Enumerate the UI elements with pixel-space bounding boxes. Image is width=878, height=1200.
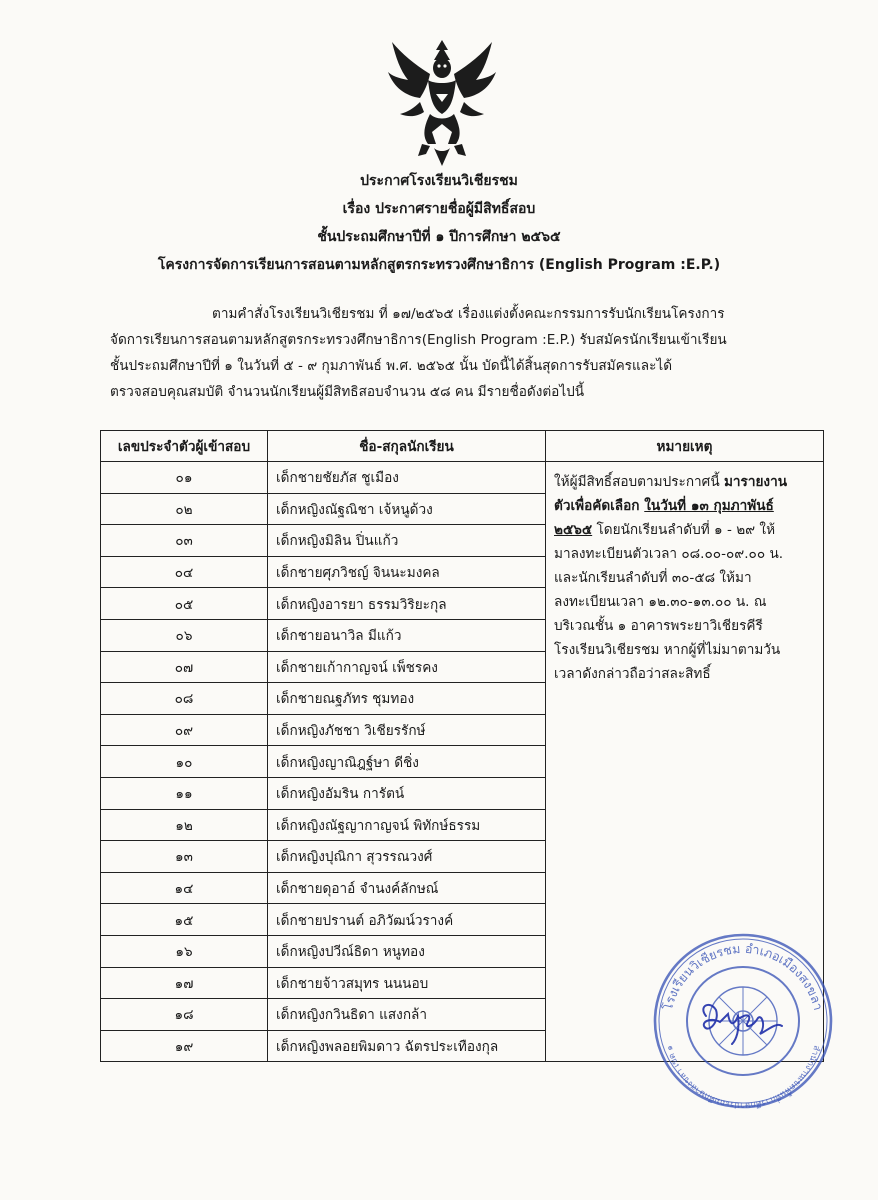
- grade-year-line: ชั้นประถมศึกษาปีที่ ๑ ปีการศึกษา ๒๕๖๕: [317, 229, 561, 245]
- seal-text-top: โรงเรียนวิเชียรชม อำเภอเมืองสงขลา: [659, 940, 827, 1012]
- student-name-cell: เด็กชายดุอาอ์ จำนงค์ลักษณ์: [268, 872, 546, 904]
- student-name-cell: เด็กชายศุภวิชญ์ จินนะมงคล: [268, 556, 546, 588]
- exam-id-cell: ๑๑: [101, 777, 268, 809]
- col-header-student-name: ชื่อ-สกุลนักเรียน: [268, 431, 546, 462]
- program-line: โครงการจัดการเรียนการสอนตามหลักสูตรกระทรวงศึกษาธิการ (English Program :E.P.): [157, 257, 721, 273]
- exam-id-cell: ๑๙: [101, 1030, 268, 1062]
- table-row: [101, 462, 824, 494]
- exam-id-cell: ๑๓: [101, 841, 268, 873]
- exam-id-cell: ๐๓: [101, 525, 268, 557]
- student-name-cell: เด็กชายปรานต์ อภิวัฒน์วรางค์: [268, 904, 546, 936]
- remark-line-7: บริเวณชั้น ๑ อาคารพระยาวิเชียรคีรี: [554, 618, 763, 634]
- student-name-cell: เด็กหญิงพลอยพิมดาว ฉัตรประเทืองกุล: [268, 1030, 546, 1062]
- remark-line-2a: ตัวเพื่อคัดเลือก: [554, 498, 645, 514]
- remark-line-1a: ให้ผู้มีสิทธิ์สอบตามประกาศนี้: [554, 474, 724, 490]
- table-header-row: [101, 431, 824, 462]
- exam-id-cell: ๐๔: [101, 556, 268, 588]
- student-name-cell: เด็กหญิงปวีณ์ธิดา หนูทอง: [268, 935, 546, 967]
- announcement-title: ประกาศโรงเรียนวิเชียรชม: [360, 173, 518, 189]
- remark-line-2b: ในวันที่ ๑๓ กุมภาพันธ์: [644, 498, 774, 514]
- student-name-cell: เด็กชายจ้าวสมุทร นนนอบ: [268, 967, 546, 999]
- exam-id-cell: ๑๔: [101, 872, 268, 904]
- remark-line-1b: มารายงาน: [723, 474, 787, 490]
- student-name-cell: เด็กหญิงมิลิน ปิ่นแก้ว: [268, 525, 546, 557]
- body-line-1: ตามคำสั่งโรงเรียนวิเชียรชม ที่ ๑๗/๒๕๖๕ เรื่องแต่งตั้งคณะกรรมการรับนักเรียนโครงการ: [212, 306, 725, 322]
- exam-id-cell: ๑๕: [101, 904, 268, 936]
- exam-id-cell: ๑๐: [101, 746, 268, 778]
- seal-text-bottom: สำนักงานเขตพื้นที่การศึกษาประถมศึกษาสงขลา เขต ๑: [664, 1044, 822, 1111]
- student-name-cell: เด็กหญิงกวินธิดา แสงกล้า: [268, 999, 546, 1031]
- exam-id-cell: ๑๒: [101, 809, 268, 841]
- remark-line-2: [554, 494, 817, 518]
- remark-line-5: และนักเรียนลำดับที่ ๓๐-๕๘ ให้มา: [554, 570, 752, 586]
- student-name-cell: เด็กหญิงณัฐญากาญจน์ พิทักษ์ธรรม: [268, 809, 546, 841]
- exam-id-cell: ๑๗: [101, 967, 268, 999]
- body-line-4: ตรวจสอบคุณสมบัติ จำนวนนักเรียนผู้มีสิทธิสอบจำนวน ๕๘ คน มีรายชื่อดังต่อไปนี้: [110, 384, 585, 400]
- student-name-cell: เด็กหญิงอัมริน การัตน์: [268, 777, 546, 809]
- exam-id-cell: ๐๘: [101, 683, 268, 715]
- exam-id-cell: ๐๙: [101, 714, 268, 746]
- garuda-emblem-icon: [384, 36, 500, 168]
- school-seal-stamp: [648, 930, 838, 1112]
- student-name-cell: เด็กหญิงณัฐณิชา เจ้หนูด้วง: [268, 493, 546, 525]
- exam-id-cell: ๐๖: [101, 619, 268, 651]
- exam-id-cell: ๐๑: [101, 462, 268, 494]
- student-name-cell: เด็กหญิงภัชชา วิเชียรรักษ์: [268, 714, 546, 746]
- body-line-3: ชั้นประถมศึกษาปีที่ ๑ ในวันที่ ๕ - ๙ กุมภาพันธ์ พ.ศ. ๒๕๖๕ นั้น บัดนี้ได้สิ้นสุดการรับสมัครและได้: [110, 358, 673, 374]
- student-name-cell: เด็กหญิงปุณิกา สุวรรณวงศ์: [268, 841, 546, 873]
- student-name-cell: เด็กชายชัยภัส ชูเมือง: [268, 462, 546, 494]
- col-header-exam-id: เลขประจำตัวผู้เข้าสอบ: [101, 431, 268, 462]
- student-name-cell: เด็กชายอนาวิล มีแก้ว: [268, 619, 546, 651]
- remark-line-9: เวลาดังกล่าวถือว่าสละสิทธิ์: [554, 666, 711, 682]
- remark-line-1: [554, 470, 817, 494]
- remark-line-3a: ๒๕๖๕: [554, 522, 593, 538]
- exam-id-cell: ๑๖: [101, 935, 268, 967]
- student-name-cell: เด็กหญิงญาณิฎฐ์ษา ดีชิ่ง: [268, 746, 546, 778]
- remark-line-6: ลงทะเบียนเวลา ๑๒.๓๐-๑๓.๐๐ น. ณ: [554, 594, 767, 610]
- student-name-cell: เด็กหญิงอารยา ธรรมวิริยะกุล: [268, 588, 546, 620]
- remark-line-3: [554, 518, 817, 542]
- col-header-remark: หมายเหตุ: [546, 431, 824, 462]
- exam-id-cell: ๑๘: [101, 999, 268, 1031]
- student-name-cell: เด็กชายณฐภัทร ชุมทอง: [268, 683, 546, 715]
- exam-id-cell: ๐๒: [101, 493, 268, 525]
- student-name-cell: เด็กชายเก้ากาญจน์ เพ็ชรคง: [268, 651, 546, 683]
- remark-line-3b: โดยนักเรียนลำดับที่ ๑ - ๒๙ ให้: [592, 522, 776, 538]
- announcement-subject: เรื่อง ประกาศรายชื่อผู้มีสิทธิ์สอบ: [342, 201, 536, 217]
- exam-id-cell: ๐๗: [101, 651, 268, 683]
- remark-line-4: มาลงทะเบียนตัวเวลา ๐๘.๐๐-๐๙.๐๐ น.: [554, 546, 784, 562]
- body-line-2: จัดการเรียนการสอนตามหลักสูตรกระทรวงศึกษาธิการ(English Program :E.P.) รับสมัครนักเรียนเข้าเรียน: [110, 332, 727, 348]
- remark-line-8: โรงเรียนวิเชียรชม หากผู้ที่ไม่มาตามวัน: [554, 642, 781, 658]
- exam-id-cell: ๐๕: [101, 588, 268, 620]
